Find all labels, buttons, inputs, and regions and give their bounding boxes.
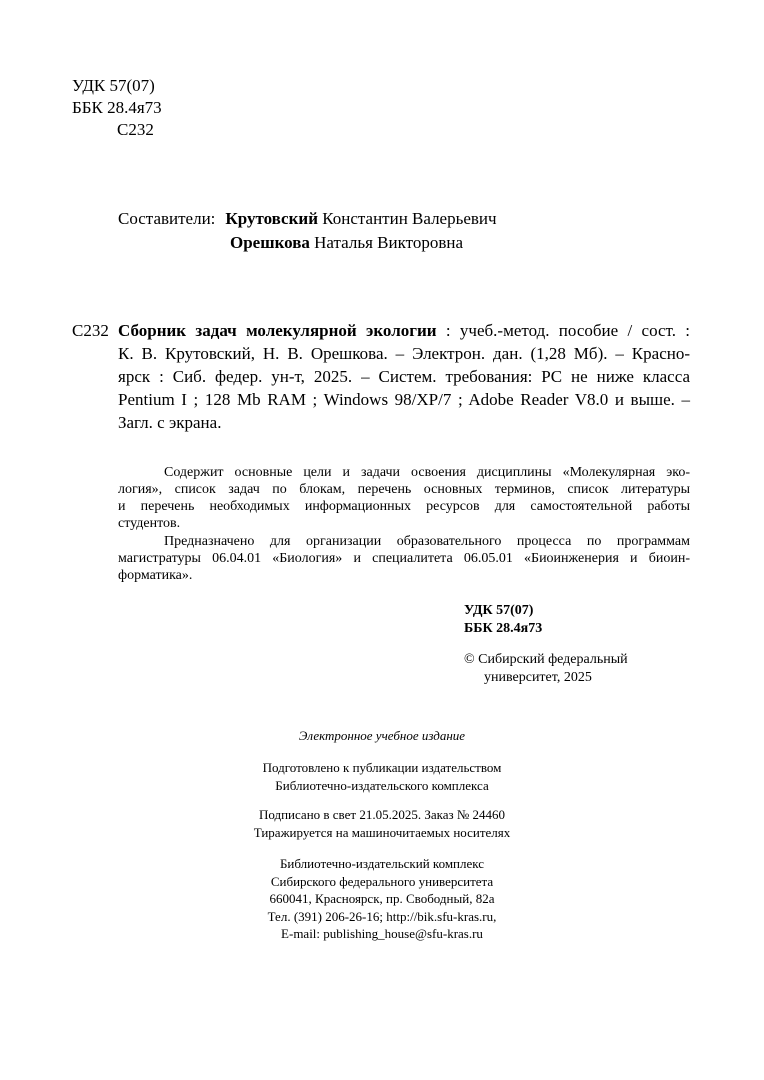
annotation-p2-line: магистратуры 06.04.01 «Биология» и специалитета 06.05.01 «Биоинженерия и биоин- (118, 551, 690, 566)
publisher-line-3: 660041, Красноярск, пр. Свободный, 82а (269, 891, 495, 906)
bib-line-2: К. В. Крутовский, Н. В. Орешкова. – Электрон. дан. (1,28 Мб). – Красно- (118, 344, 690, 363)
bbk-code: ББК 28.4я73 (72, 98, 162, 117)
annotation-p2-line: Предназначено для организации образовательного процесса по программам (164, 534, 690, 549)
bibliographic-code: С232 (72, 321, 109, 340)
bibliographic-description (118, 320, 690, 435)
copyright-line-2: университет, 2025 (484, 669, 592, 685)
prepared-for-publication (0, 759, 764, 794)
edition-type: Электронное учебное издание (298, 728, 466, 743)
signed-line-2: Тиражируется на машиночитаемых носителях (253, 824, 511, 840)
compiler-1-surname: Крутовский (225, 209, 318, 228)
compiler-2-surname: Орешкова (230, 233, 310, 252)
bottom-classification-block (464, 602, 542, 638)
publisher-address (0, 855, 764, 943)
annotation (118, 464, 690, 584)
publisher-line-1: Библиотечно-издательский комплекс (279, 856, 485, 871)
publisher-line-4: Тел. (391) 206-26-16; http://bik.sfu-kras.ru, (267, 908, 497, 924)
annotation-p1-line: студентов. (118, 516, 181, 531)
compiler-1-name: Константин Валерьевич (318, 209, 497, 228)
prepared-line-2: Библиотечно-издательского комплекса (275, 777, 489, 793)
author-sign: С232 (117, 120, 154, 139)
annotation-p2-line: форматика». (118, 568, 193, 583)
annotation-p1-line: Содержит основные цели и задачи освоения дисциплины «Молекулярная эко- (164, 465, 690, 480)
compiler-2-name: Наталья Викторовна (309, 233, 464, 252)
book-title: Сборник задач молекулярной экологии (118, 321, 437, 340)
compilers-label: Составители: (118, 209, 216, 228)
signed-info (0, 806, 764, 841)
signed-line-1: Подписано в свет 21.05.2025. Заказ № 24460 (258, 807, 506, 822)
bib-line-5: Загл. с экрана. (118, 413, 222, 432)
top-classification-block (72, 75, 162, 141)
copyright-notice (464, 651, 628, 686)
bbk-code-bottom: ББК 28.4я73 (464, 621, 543, 636)
udk-code: УДК 57(07) (72, 76, 155, 95)
bib-line-1: : учеб.-метод. пособие / сост. : (436, 321, 690, 340)
bib-line-4: Pentium I ; 128 Mb RAM ; Windows 98/XP/7 ; Adobe Reader V8.0 и выше. – (118, 390, 690, 409)
prepared-line-1: Подготовлено к публикации издательством (262, 760, 502, 775)
bib-line-3: ярск : Сиб. федер. ун-т, 2025. – Систем. требования: PC не ниже класса (118, 367, 690, 386)
copyright-line-1: © Сибирский федеральный (464, 652, 628, 667)
publisher-email: E-mail: publishing_house@sfu-kras.ru (281, 926, 483, 941)
annotation-p1-line: логия», список задач по блокам, перечень основных терминов, список литературы (118, 482, 690, 497)
compilers-block (118, 207, 497, 255)
annotation-p1-line: и перечень необходимых информационных ресурсов для самостоятельной работы (118, 499, 690, 514)
publisher-line-2: Сибирского федерального университета (270, 873, 494, 889)
udk-code-bottom: УДК 57(07) (464, 603, 534, 618)
